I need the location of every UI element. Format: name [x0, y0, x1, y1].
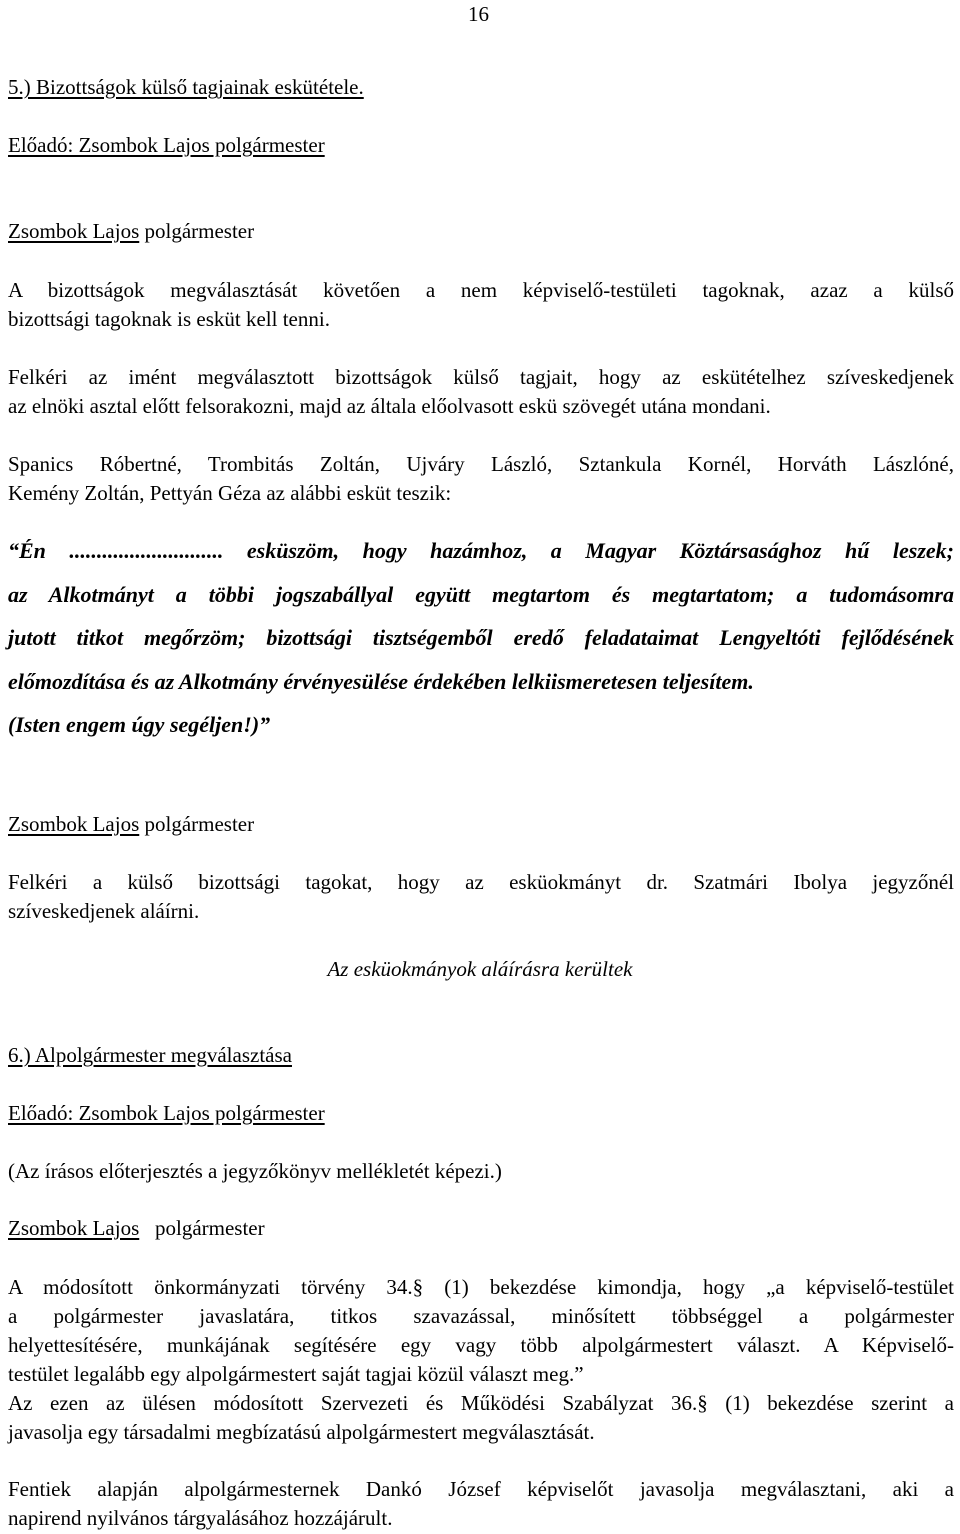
oath-line: “Én ............................ esküszöm, hogy hazámhoz, a Magyar Köztársasághoz hű leszek; [8, 538, 954, 563]
speaker-name: Zsombok Lajos [8, 812, 140, 836]
section-6-presenter: Előadó: Zsombok Lajos polgármester [8, 1101, 325, 1125]
speaker-role: polgármester [139, 812, 255, 836]
speaker-heading-1 [8, 217, 254, 246]
oath-line: az Alkotmányt a többi jogszabállyal együtt megtartom és megtartatom; a tudomásomra [8, 582, 954, 607]
paragraph-line: Kemény Zoltán, Pettyán Géza az alábbi esküt teszik: [8, 481, 452, 505]
paragraph-line: napirend nyilvános tárgyalásához hozzájárult. [8, 1506, 393, 1530]
paragraph-line: bizottsági tagoknak is esküt kell tenni. [8, 307, 330, 331]
oath-line: jutott titkot megőrzöm; bizottsági tisztségemből eredő feladataimat Lengyeltóti fejlődésének [8, 625, 954, 650]
speaker-name: Zsombok Lajos [8, 1216, 140, 1240]
section-5-title: 5.) Bizottságok külső tagjainak eskütétele. [8, 75, 364, 99]
paragraph-line: A módosított önkormányzati törvény 34.§ (1) bekezdése kimondja, hogy „a képviselő-testület [8, 1275, 954, 1299]
paragraph-line: Spanics Róbertné, Trombitás Zoltán, Ujváry László, Sztankula Kornél, Horváth Lászlóné, [8, 452, 954, 476]
page-number: 16 [468, 2, 489, 26]
oath-signed-note: Az esküokmányok aláírásra kerültek [327, 957, 633, 981]
oath-line: előmozdítása és az Alkotmány érvényesülése érdekében lelkiismeretesen teljesítem. [8, 669, 754, 694]
paragraph-line: testület legalább egy alpolgármestert saját tagjai közül választ meg.” [8, 1362, 584, 1386]
paragraph-line: az elnöki asztal előtt felsorakozni, majd az általa előolvasott eskü szövegét utána mondani. [8, 394, 771, 418]
paragraph-line: A bizottságok megválasztását követően a nem képviselő-testületi tagoknak, azaz a külső [8, 278, 954, 302]
paragraph-line: Fentiek alapján alpolgármesternek Dankó József képviselőt javasolja megválasztani, aki a [8, 1477, 954, 1501]
oath-line: (Isten engem úgy segéljen!)” [8, 712, 271, 737]
paragraph-line: Az ezen az ülésen módosított Szervezeti és Működési Szabályzat 36.§ (1) bekezdése szerint a [8, 1391, 954, 1415]
paragraph-line: szíveskedjenek aláírni. [8, 899, 200, 923]
section-5-presenter: Előadó: Zsombok Lajos polgármester [8, 133, 325, 157]
speaker-role: polgármester [139, 219, 255, 243]
speaker-heading-2 [8, 810, 254, 839]
speaker-role: polgármester [139, 1216, 265, 1240]
paragraph-line: helyettesítésére, munkájának segítésére egy vagy több alpolgármestert választ. A Képviselő- [8, 1333, 954, 1357]
paragraph-line: Felkéri az imént megválasztott bizottságok külső tagjait, hogy az eskütételhez szíveskedjenek [8, 365, 954, 389]
section-6-title: 6.) Alpolgármester megválasztása [8, 1043, 292, 1067]
paragraph-line: javasolja egy társadalmi megbízatású alpolgármestert megválasztását. [8, 1420, 595, 1444]
speaker-heading-3 [8, 1214, 265, 1243]
attachment-note: (Az írásos előterjesztés a jegyzőkönyv mellékletét képezi.) [8, 1159, 502, 1183]
paragraph-line: Felkéri a külső bizottsági tagokat, hogy az esküokmányt dr. Szatmári Ibolya jegyzőnél [8, 870, 954, 894]
speaker-name: Zsombok Lajos [8, 219, 140, 243]
paragraph-line: a polgármester javaslatára, titkos szavazással, minősített többséggel a polgármester [8, 1304, 954, 1328]
